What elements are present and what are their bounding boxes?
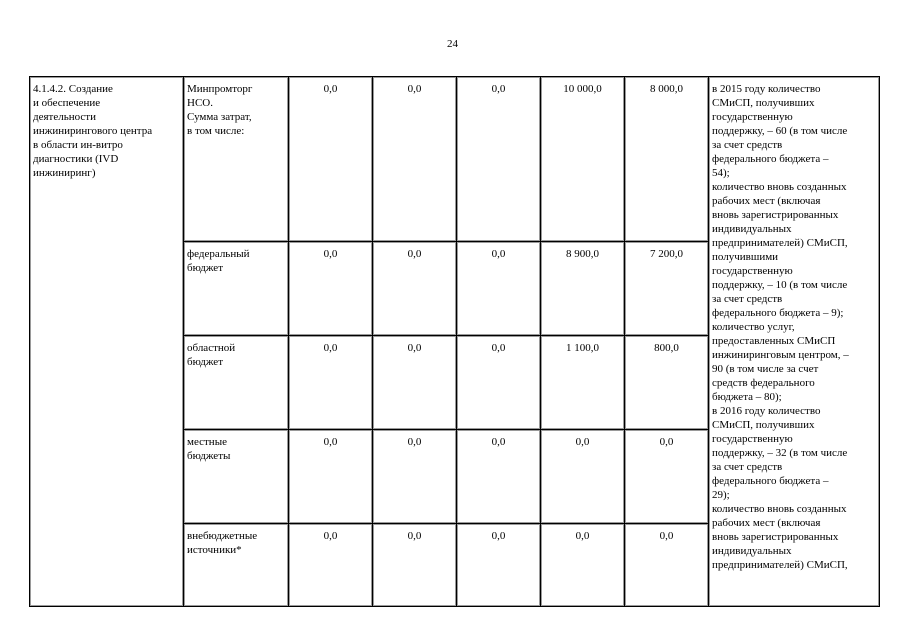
funding-value: 0,0 — [373, 242, 457, 336]
funding-source: Минпромторг НСО. Сумма затрат, в том числе: — [184, 77, 289, 242]
funding-source: внебюджетные источники* — [184, 524, 289, 607]
funding-value: 0,0 — [541, 524, 625, 607]
funding-value: 800,0 — [625, 336, 709, 430]
expected-result-cell — [709, 77, 880, 607]
funding-value: 0,0 — [289, 77, 373, 242]
funding-value: 0,0 — [289, 336, 373, 430]
page-number: 24 — [447, 38, 458, 50]
funding-source: областной бюджет — [184, 336, 289, 430]
funding-value: 0,0 — [373, 336, 457, 430]
funding-value: 0,0 — [373, 524, 457, 607]
funding-value: 8 900,0 — [541, 242, 625, 336]
funding-value: 7 200,0 — [625, 242, 709, 336]
budget-table — [29, 76, 880, 607]
funding-source: федеральный бюджет — [184, 242, 289, 336]
funding-value: 0,0 — [457, 77, 541, 242]
funding-value: 0,0 — [289, 524, 373, 607]
funding-value: 0,0 — [289, 242, 373, 336]
funding-value: 0,0 — [373, 430, 457, 524]
funding-value: 1 100,0 — [541, 336, 625, 430]
funding-value: 0,0 — [373, 77, 457, 242]
task-title: 4.1.4.2. Создание и обеспечение деятельности инжинирингового центра в области ин-витро диагностики (IVD инжиниринг) — [33, 83, 153, 179]
funding-value: 0,0 — [289, 430, 373, 524]
funding-value: 0,0 — [457, 430, 541, 524]
funding-value: 0,0 — [457, 524, 541, 607]
funding-source: местные бюджеты — [184, 430, 289, 524]
funding-value: 0,0 — [457, 336, 541, 430]
task-cell — [30, 77, 184, 607]
funding-value: 0,0 — [457, 242, 541, 336]
expected-result-text: в 2015 году количество СМиСП, получивших государственную поддержку, – 60 (в том числе за счет средств федерального бюджета – 54); количество вновь созданных рабочих мест (включая вновь зарегистрированных индивидуальных предпринимателей) СМиСП, получившими государственную поддержку, – 10 (в том числе за счет средств федерального бюджета – 9); количество услуг, предоставленных СМиСП инжиниринговым центром, – 90 (в том числе за счет средств федерального бюджета – 80); в 2016 году количество СМиСП, получивших государственную поддержку, – 32 (в том числе за счет средств федерального бюджета – 29); количество вновь созданных рабочих мест (включая вновь зарегистрированных индивидуальных предпринимателей) СМиСП, — [712, 83, 849, 571]
funding-row — [30, 77, 880, 242]
funding-value: 0,0 — [625, 430, 709, 524]
funding-value: 0,0 — [541, 430, 625, 524]
funding-value: 0,0 — [625, 524, 709, 607]
funding-value: 8 000,0 — [625, 77, 709, 242]
funding-value: 10 000,0 — [541, 77, 625, 242]
